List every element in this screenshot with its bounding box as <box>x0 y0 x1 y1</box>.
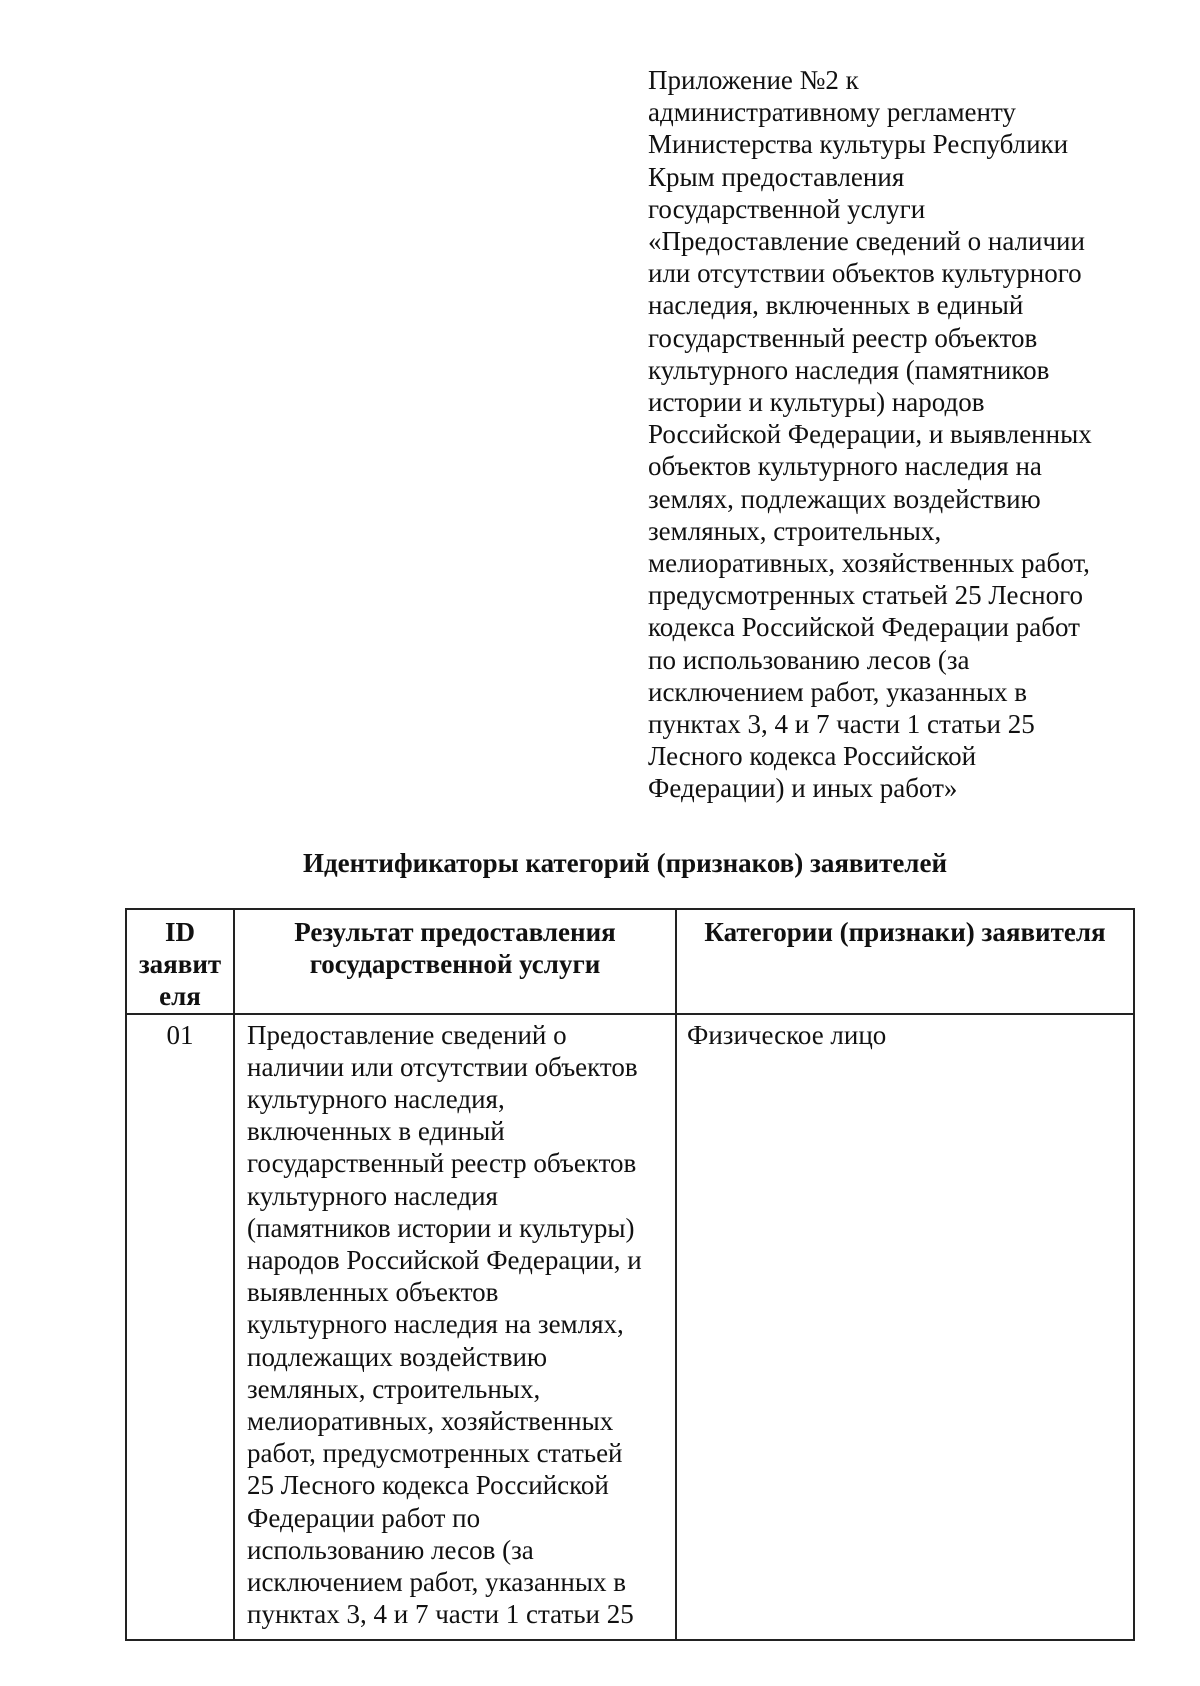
appendix-line: или отсутствии объектов культурного <box>648 258 1082 289</box>
cell-line: использованию лесов (за <box>247 1534 534 1565</box>
appendix-line: по использованию лесов (за <box>648 644 970 675</box>
cell-line: 25 Лесного кодекса Российской <box>247 1470 609 1501</box>
cell-line: культурного наследия <box>247 1180 498 1211</box>
appendix-line: Министерства культуры Республики <box>648 129 1069 160</box>
cell-line: культурного наследия, <box>247 1084 505 1115</box>
table-header-row <box>126 909 1134 1014</box>
appendix-line: Крым предоставления <box>648 161 905 192</box>
appendix-line: Приложение №2 к <box>648 65 859 95</box>
appendix-line: Российской Федерации, и выявленных <box>648 419 1092 450</box>
cell-applicant-id: 01 <box>126 1014 234 1640</box>
header-line: ID <box>164 917 195 947</box>
cell-line: народов Российской Федерации, и <box>247 1245 642 1276</box>
header-applicant-category <box>676 909 1134 1014</box>
appendix-line: пунктах 3, 4 и 7 части 1 статьи 25 <box>648 709 1035 740</box>
cell-line: мелиоративных, хозяйственных <box>247 1406 614 1437</box>
appendix-line: предусмотренных статьей 25 Лесного <box>648 580 1083 611</box>
cell-line: подлежащих воздействию <box>247 1341 548 1372</box>
appendix-line: объектов культурного наследия на <box>648 451 1042 482</box>
appendix-line: кодекса Российской Федерации работ <box>648 612 1080 643</box>
cell-line: Предоставление сведений о <box>247 1019 567 1050</box>
appendix-note <box>648 64 1168 805</box>
header-service-result <box>234 909 676 1014</box>
appendix-line: Федерации) и иных работ» <box>648 773 958 804</box>
appendix-line: наследия, включенных в единый <box>648 290 1024 321</box>
appendix-line: исключением работ, указанных в <box>648 676 1027 707</box>
table-row <box>126 1014 1134 1640</box>
appendix-line: Лесного кодекса Российской <box>648 741 977 772</box>
cell-line: (памятников истории и культуры) <box>247 1212 635 1243</box>
appendix-line: «Предоставление сведений о наличии <box>648 226 1085 257</box>
cell-line: наличии или отсутствии объектов <box>247 1051 638 1082</box>
document-title: Идентификаторы категорий (признаков) заявителей <box>302 848 948 878</box>
header-line: еля <box>159 981 201 1012</box>
cell-line: пунктах 3, 4 и 7 части 1 статьи 25 <box>247 1599 634 1630</box>
cell-line: государственный реестр объектов <box>247 1148 637 1179</box>
appendix-line: государственный реестр объектов <box>648 322 1038 353</box>
cell-line: исключением работ, указанных в <box>247 1567 626 1598</box>
cell-line: выявленных объектов <box>247 1277 499 1308</box>
applicant-categories-table <box>125 908 1135 1641</box>
appendix-line: государственной услуги <box>648 193 926 224</box>
header-line: заявит <box>138 949 222 980</box>
cell-line: Федерации работ по <box>247 1502 481 1533</box>
appendix-line: мелиоративных, хозяйственных работ, <box>648 548 1090 579</box>
appendix-line: культурного наследия (памятников <box>648 354 1050 385</box>
cell-line: работ, предусмотренных статьей <box>247 1438 623 1469</box>
header-line: государственной услуги <box>309 949 601 980</box>
header-line: Результат предоставления <box>294 917 616 947</box>
cell-line: включенных в единый <box>247 1116 505 1147</box>
header-line: Категории (признаки) заявителя <box>704 917 1106 947</box>
appendix-line: земляных, строительных, <box>648 515 942 546</box>
appendix-line: истории и культуры) народов <box>648 387 985 418</box>
cell-service-result <box>234 1014 676 1640</box>
cell-applicant-category: Физическое лицо <box>676 1014 1134 1640</box>
header-applicant-id <box>126 909 234 1014</box>
appendix-line: землях, подлежащих воздействию <box>648 483 1041 514</box>
cell-line: земляных, строительных, <box>247 1373 541 1404</box>
cell-line: культурного наследия на землях, <box>247 1309 624 1340</box>
appendix-line: административному регламенту <box>648 97 1016 128</box>
